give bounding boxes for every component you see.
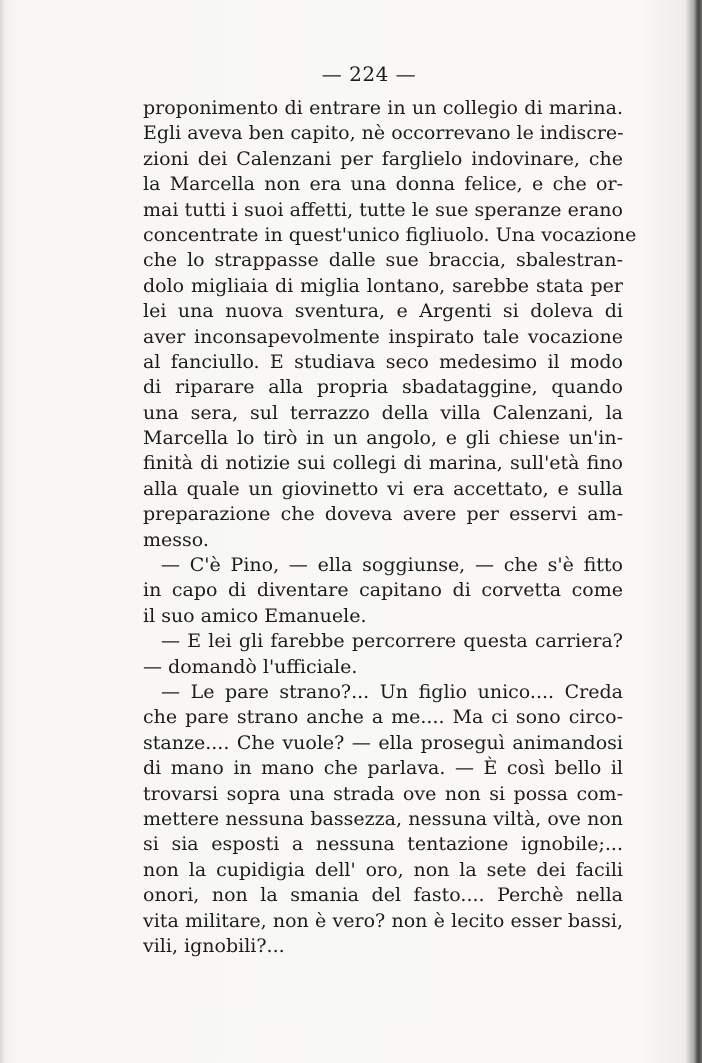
page-left-margin-shadow: [0, 0, 6, 1063]
text-line: mai tutti i suoi affetti, tutte le sue speranze erano: [143, 198, 623, 221]
text-line: concentrate in quest'unico figliuolo. Una vocazione: [143, 223, 637, 246]
dialogue-line: — E lei gli farebbe percorrere questa carriera?: [161, 630, 623, 653]
text-line: vita militare, non è vero? non è lecito esser bassi,: [143, 909, 623, 932]
text-line: lei una nuova sventura, e Argenti si doleva di: [143, 300, 623, 323]
text-line: dolo migliaia di miglia lontano, sarebbe stata per: [143, 274, 623, 297]
text-line: la Marcella non era una donna felice, e che or-: [143, 173, 623, 196]
text-line: onori, non la smania del fasto.... Perchè nella: [143, 884, 623, 907]
text-line: stanze.... Che vuole? — ella proseguì animandosi: [143, 731, 623, 754]
text-line: di riparare alla propria sbadataggine, quando: [143, 376, 623, 399]
text-line: preparazione che doveva avere per esservi am-: [143, 503, 623, 526]
text-line: mettere nessuna bassezza, nessuna viltà, ove non: [143, 807, 623, 830]
text-line: il suo amico Emanuele.: [143, 604, 367, 627]
text-line: che pare strano anche a me.... Ma ci sono circo-: [143, 706, 623, 729]
text-line: Marcella lo tirò in un angolo, e gli chiese un'in-: [143, 427, 623, 450]
dialogue-line: — Le pare strano?... Un figlio unico.... Creda: [161, 680, 623, 703]
text-line: di mano in mano che parlava. — È così bello il: [143, 757, 623, 780]
text-line: proponimento di entrare in un collegio di marina.: [143, 97, 623, 119]
text-line: aver inconsapevolmente inspirato tale vocazione: [143, 325, 623, 348]
text-line: messo.: [143, 528, 209, 551]
text-line: non la cupidigia dell' oro, non la sete dei facili: [143, 858, 623, 881]
text-line: in capo di diventare capitano di corvetta come: [143, 579, 623, 602]
text-line: trovarsi sopra una strada ove non si possa com-: [143, 782, 623, 805]
text-line: — domandò l'ufficiale.: [143, 655, 358, 678]
text-line: zioni dei Calenzani per farglielo indovinare, che: [143, 147, 623, 170]
text-line: finità di notizie sui collegi di marina, sull'età fino: [143, 452, 623, 475]
page-binding-edge: [686, 0, 702, 1063]
body-text: [143, 96, 637, 959]
page-number: — 224 —: [321, 62, 417, 86]
text-line: Egli aveva ben capito, nè occorrevano le indiscre-: [143, 122, 624, 145]
text-line: una sera, sul terrazzo della villa Calenzani, la: [143, 401, 623, 424]
dialogue-line: — C'è Pino, — ella soggiunse, — che s'è fitto: [161, 554, 623, 577]
text-line: si sia esposti a nessuna tentazione ignobile;...: [143, 833, 623, 856]
text-line: che lo strappasse dalle sue braccia, sbalestran-: [143, 249, 623, 272]
text-line: alla quale un giovinetto vi era accettato, e sulla: [143, 477, 623, 500]
text-line: al fanciullo. E studiava seco medesimo il modo: [143, 350, 623, 373]
text-line: vili, ignobili?...: [143, 934, 285, 957]
